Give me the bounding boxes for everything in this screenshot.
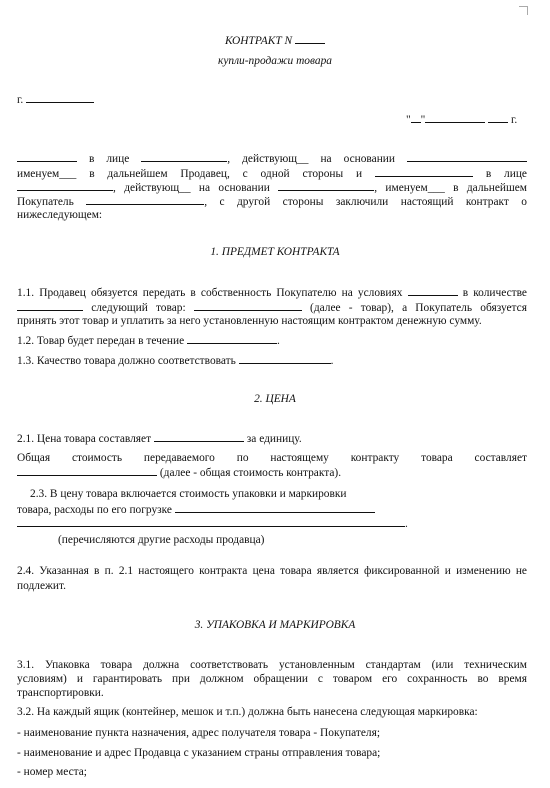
clause-2-2-line-1: Общая стоимость передаваемого по настоящему контракту товара составляет bbox=[17, 452, 527, 464]
clause-text: следующий товар: bbox=[91, 302, 186, 314]
preamble-line-2 bbox=[17, 166, 527, 181]
date-quote-close: " bbox=[420, 114, 426, 126]
clause-3-1-line-3: транспортировки. bbox=[17, 687, 104, 699]
contract-title-text: КОНТРАКТ N bbox=[225, 35, 293, 47]
preamble-text: , действующ__ на основании bbox=[227, 153, 395, 165]
clause-2-4-line-2: подлежит. bbox=[17, 580, 66, 592]
other-costs-blank[interactable] bbox=[17, 516, 405, 527]
clause-2-4-line-1: 2.4. Указанная в п. 2.1 настоящего контракта цена товара является фиксированной и изменению не bbox=[17, 565, 527, 577]
buyer-alias-blank[interactable] bbox=[86, 194, 204, 205]
section-3-heading: 3. УПАКОВКА И МАРКИРОВКА bbox=[194, 619, 356, 631]
buyer-name-blank[interactable] bbox=[375, 166, 473, 177]
clause-3-2: 3.2. На каждый ящик (контейнер, мешок и т.п.) должна быть нанесена следующая маркировка: bbox=[17, 706, 478, 718]
clause-1-1-line-2 bbox=[17, 300, 527, 315]
quality-blank[interactable] bbox=[239, 353, 331, 364]
marking-item: - наименование пункта назначения, адрес получателя товара - Покупателя; bbox=[17, 727, 380, 739]
date-month-blank[interactable] bbox=[425, 112, 485, 123]
unit-price-blank[interactable] bbox=[154, 431, 244, 442]
section-1-heading: 1. ПРЕДМЕТ КОНТРАКТА bbox=[210, 246, 340, 258]
section-2-heading: 2. ЦЕНА bbox=[254, 393, 296, 405]
city-blank[interactable] bbox=[26, 92, 94, 103]
seller-name-blank[interactable] bbox=[17, 151, 77, 162]
quantity-blank[interactable] bbox=[17, 300, 83, 311]
clause-text: 2.1. Цена товара составляет bbox=[17, 433, 152, 445]
preamble-text: Покупатель bbox=[17, 196, 74, 208]
marking-item: - наименование и адрес Продавца с указанием страны отправления товара; bbox=[17, 747, 381, 759]
preamble-line-4 bbox=[17, 194, 527, 209]
clause-1-1-line-3: принять этот товар и уплатить за него установленную настоящим контрактом денежную сумму. bbox=[17, 315, 482, 327]
contract-number-blank[interactable] bbox=[295, 33, 325, 44]
clause-1-1-line-1 bbox=[17, 285, 527, 300]
clause-3-1-line-2: условиям) и гарантировать при должном обращении с товаром его сохранность во время bbox=[17, 673, 527, 685]
clause-2-1 bbox=[17, 431, 302, 446]
clause-text: товара, расходы по его погрузке bbox=[17, 504, 172, 516]
clause-2-3-line-1: 2.3. В цену товара включается стоимость упаковки и маркировки bbox=[30, 488, 347, 500]
date-quote-open: " bbox=[406, 114, 411, 126]
preamble-line-3 bbox=[17, 180, 527, 195]
clause-2-3-line-2 bbox=[17, 502, 375, 517]
clause-text: 1.3. Качество товара должно соответствовать bbox=[17, 355, 236, 367]
buyer-basis-blank[interactable] bbox=[278, 180, 374, 191]
city-prefix: г. bbox=[17, 94, 24, 106]
clause-text: (далее - общая стоимость контракта). bbox=[159, 467, 342, 479]
contract-subtitle: купли-продажи товара bbox=[218, 55, 332, 67]
clause-text: (далее - товар), а Покупатель обязуется bbox=[310, 302, 527, 314]
clause-2-2-line-2 bbox=[17, 465, 341, 480]
clause-3-1-line-1: 3.1. Упаковка товара должна соответствовать установленным стандартам (или техническим bbox=[17, 659, 527, 671]
clause-2-3-note: (перечисляются другие расходы продавца) bbox=[58, 534, 265, 546]
date-year-blank[interactable] bbox=[488, 112, 508, 123]
city-line bbox=[17, 92, 94, 107]
page-corner-mark bbox=[519, 6, 528, 15]
contract-title bbox=[0, 33, 550, 48]
preamble-line-5: нижеследующем: bbox=[17, 209, 103, 221]
total-price-blank[interactable] bbox=[17, 465, 157, 476]
goods-blank[interactable] bbox=[194, 300, 302, 311]
preamble-line-1 bbox=[17, 151, 527, 166]
seller-basis-blank[interactable] bbox=[407, 151, 527, 162]
clause-2-3-line-3 bbox=[17, 516, 408, 531]
delivery-term-blank[interactable] bbox=[187, 333, 277, 344]
clause-1-2: 1.2. Товар будет передан в течение . bbox=[17, 335, 280, 347]
clause-text: 1.2. Товар будет передан в течение bbox=[17, 335, 185, 347]
marking-item: - номер места; bbox=[17, 766, 87, 778]
clause-text: в количестве bbox=[462, 287, 527, 299]
date-day-blank[interactable] bbox=[411, 112, 421, 123]
preamble-text: именуем___ в дальнейшем Продавец, с одной стороны и bbox=[17, 168, 363, 180]
preamble-text: , с другой стороны заключили настоящий контракт о bbox=[204, 196, 527, 208]
clause-text: . bbox=[405, 518, 408, 530]
preamble-text: , действующ__ на основании bbox=[113, 182, 270, 194]
buyer-rep-blank[interactable] bbox=[17, 180, 113, 191]
preamble-text: , именуем___ в дальнейшем bbox=[374, 182, 528, 194]
date-line bbox=[406, 112, 517, 127]
preamble-text: в лице bbox=[89, 153, 130, 165]
preamble-text: в лице bbox=[485, 168, 527, 180]
clause-1-3: 1.3. Качество товара должно соответствовать . bbox=[17, 355, 334, 367]
terms-blank[interactable] bbox=[408, 285, 458, 296]
clause-text: за единицу. bbox=[246, 433, 302, 445]
seller-rep-blank[interactable] bbox=[141, 151, 227, 162]
clause-text: 1.1. Продавец обязуется передать в собственность Покупателю на условиях bbox=[17, 287, 403, 299]
date-suffix: г. bbox=[511, 114, 518, 126]
loading-costs-blank[interactable] bbox=[175, 502, 375, 513]
